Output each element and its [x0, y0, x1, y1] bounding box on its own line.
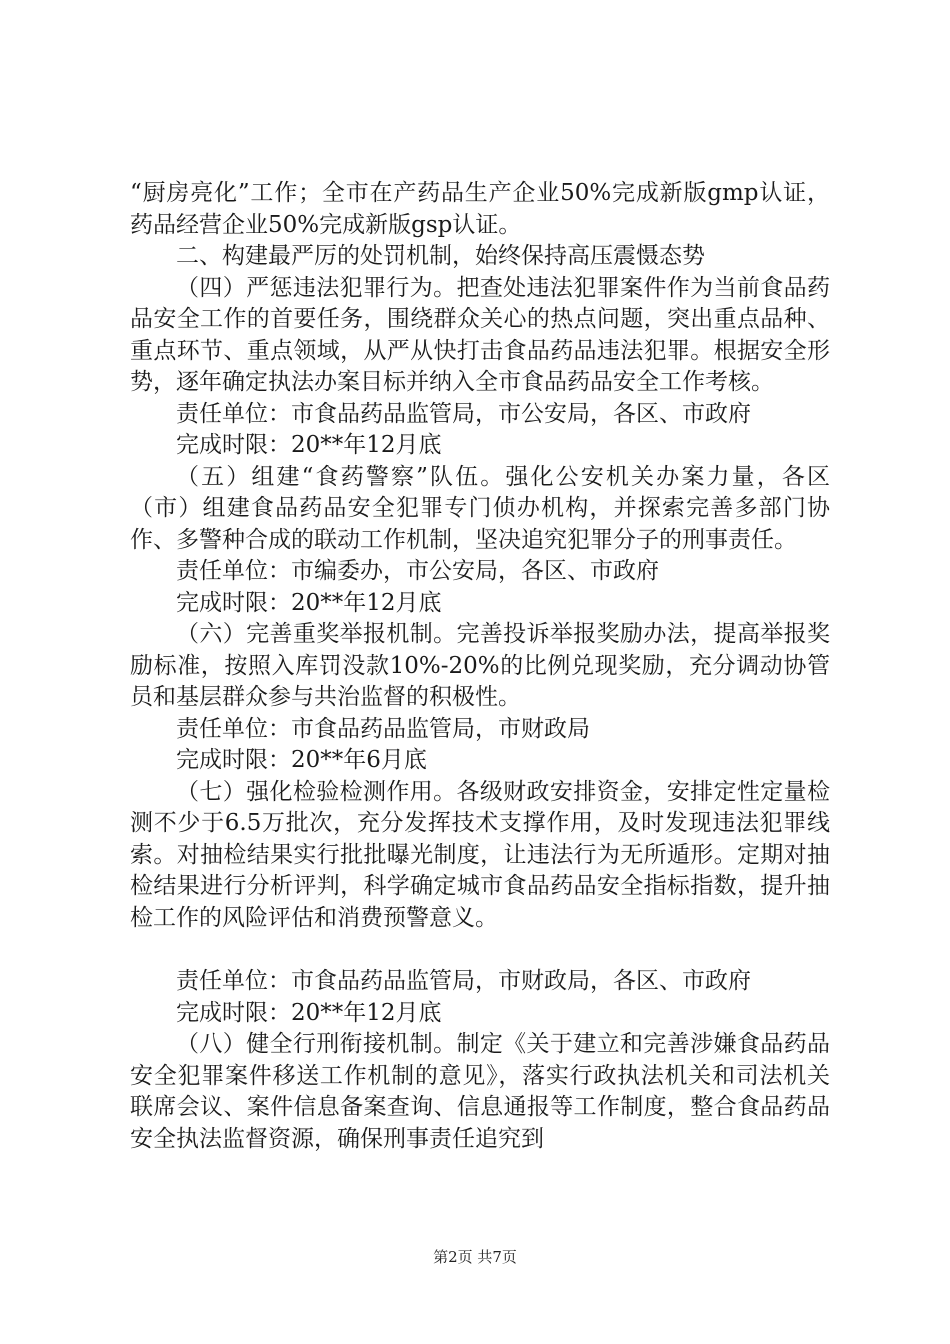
responsible-units: 责任单位：市食品药品监管局，市财政局，各区、市政府 [176, 968, 751, 994]
page-number-footer: 第2页 共7页 [433, 1248, 517, 1266]
deadline: 完成时限：20**年12月底 [176, 999, 442, 1026]
responsible-units: 责任单位：市食品药品监管局，市财政局 [176, 715, 590, 742]
deadline: 完成时限：20**年12月底 [176, 589, 442, 616]
responsible-units: 责任单位：市编委办，市公安局，各区、市政府 [176, 558, 659, 584]
paragraph-item-5: （五）组建“食药警察”队伍。强化公安机关办案力量，各区（市）组建食品药品安全犯罪专门侦办机构，并探索完善多部门协作、多警种合成的联动工作机制，坚决追究犯罪分子的刑事责任。 [130, 463, 830, 553]
paragraph-continuation: “厨房亮化”工作；全市在产药品生产企业50%完成新版gmp认证，药品经营企业50%完成新版gsp认证。 [130, 180, 830, 238]
deadline: 完成时限：20**年6月底 [176, 747, 427, 773]
paragraph-item-6: （六）完善重奖举报机制。完善投诉举报奖励办法，提高举报奖励标准，按照入库罚没款10%-20%的比例兑现奖励，充分调动协管员和基层群众参与共治监督的积极性。 [130, 621, 830, 710]
document-body [130, 178, 830, 1155]
responsible-units: 责任单位：市食品药品监管局，市公安局，各区、市政府 [176, 400, 751, 427]
deadline: 完成时限：20**年12月底 [176, 432, 442, 458]
section-heading: 二、构建最严厉的处罚机制，始终保持高压震慑态势 [176, 243, 705, 269]
paragraph-item-4: （四）严惩违法犯罪行为。把查处违法犯罪案件作为当前食品药品安全工作的首要任务，围绕群众关心的热点问题，突出重点品种、重点环节、重点领域，从严从快打击食品药品违法犯罪。根据安全形势，逐年确定执法办案目标并纳入全市食品药品安全工作考核。 [130, 274, 830, 395]
paragraph-item-8: （八）健全行刑衔接机制。制定《关于建立和完善涉嫌食品药品安全犯罪案件移送工作机制的意见》，落实行政执法机关和司法机关联席会议、案件信息备案查询、信息通报等工作制度，整合食品药品安全执法监督资源，确保刑事责任追究到 [130, 1031, 830, 1152]
paragraph-item-7: （七）强化检验检测作用。各级财政安排资金，安排定性定量检测不少于6.5万批次，充分发挥技术支撑作用，及时发现违法犯罪线索。对抽检结果实行批批曝光制度，让违法行为无所遁形。定期对抽检结果进行分析评判，科学确定城市食品药品安全指标指数，提升抽检工作的风险评估和消费预警意义。 [130, 778, 830, 931]
